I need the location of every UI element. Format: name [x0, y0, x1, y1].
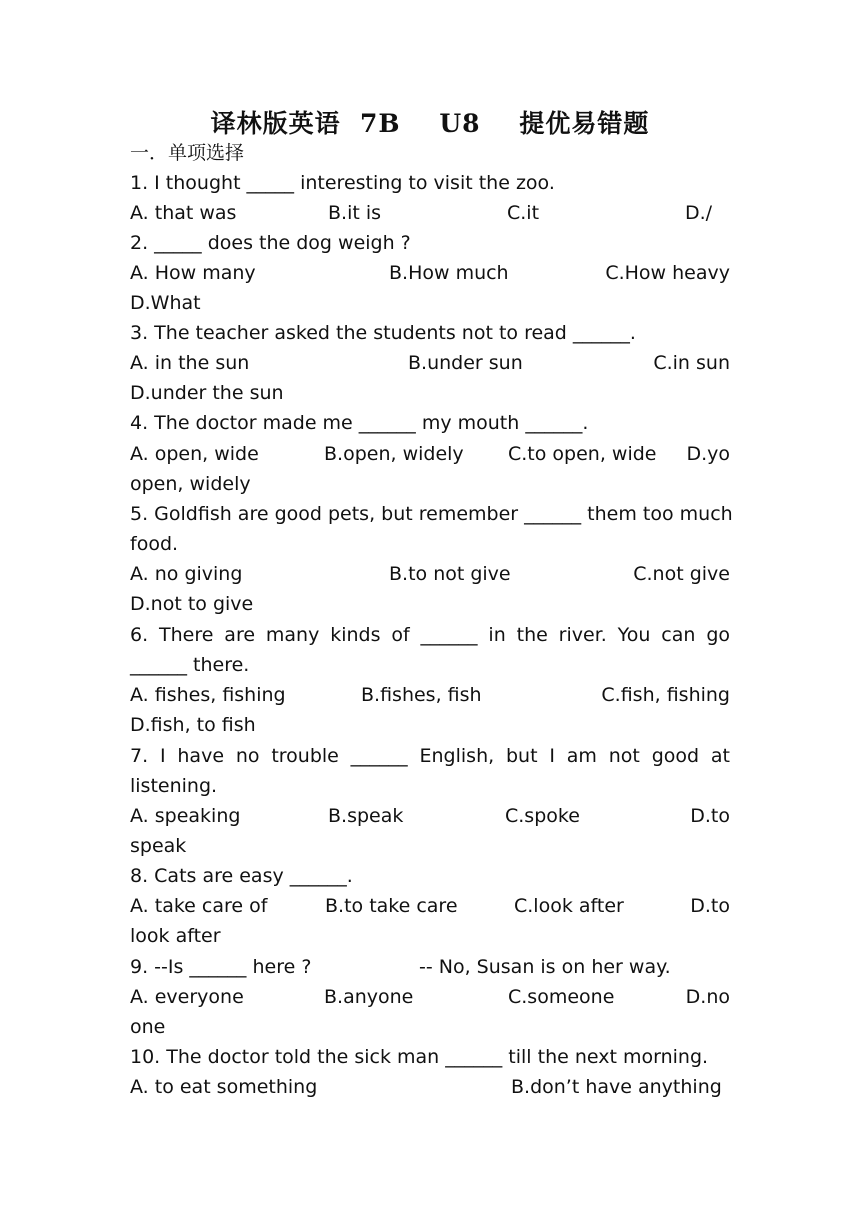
options-row-6 [130, 680, 730, 710]
question-6: 6. There are many kinds of ______ in the river. You can go [130, 624, 730, 646]
option-d-continuation: one [130, 1016, 166, 1038]
option-a: A. everyone [130, 986, 244, 1008]
option-d-continuation: open, widely [130, 473, 251, 495]
option-d: D.fish, to fish [130, 714, 256, 736]
section-heading: 一．单项选择 [130, 142, 245, 164]
option-c: C.spoke [505, 805, 580, 827]
question-7-continuation: listening. [130, 775, 218, 797]
option-a: A. no giving [130, 563, 243, 585]
options-row-4 [130, 439, 730, 469]
option-c: C.not give [633, 563, 730, 585]
option-d: D.not to give [130, 593, 254, 615]
option-b: B.anyone [324, 986, 414, 1008]
option-c: C.look after [514, 895, 624, 917]
option-c: C.it [507, 202, 540, 224]
question-5: 5. Goldfish are good pets, but remember ______ them too much [130, 503, 733, 525]
option-b: B.open, widely [324, 443, 464, 465]
option-a: A. take care of [130, 895, 268, 917]
option-c: C.someone [508, 986, 615, 1008]
question-6-continuation: ______ there. [130, 654, 250, 676]
options-row-9 [130, 982, 730, 1012]
option-d: D./ [685, 202, 713, 224]
option-b: B.don’t have anything [511, 1076, 722, 1098]
option-b: B.How much [389, 262, 509, 284]
option-c: C.How heavy [605, 262, 730, 284]
question-3: 3. The teacher asked the students not to read ______. [130, 322, 636, 344]
options-row-3 [130, 348, 730, 378]
question-9-reply: -- No, Susan is on her way. [419, 956, 671, 978]
question-9 [130, 952, 730, 982]
option-c: C.to open, wide [508, 443, 657, 465]
question-5-continuation: food. [130, 533, 179, 555]
option-d-continuation: look after [130, 925, 221, 947]
option-a: A. How many [130, 262, 256, 284]
option-b: B.to take care [325, 895, 458, 917]
options-row-10 [130, 1072, 730, 1102]
question-10: 10. The doctor told the sick man ______ till the next morning. [130, 1046, 709, 1068]
options-row-2 [130, 258, 730, 288]
option-b: B.to not give [389, 563, 511, 585]
question-4: 4. The doctor made me ______ my mouth ______. [130, 412, 589, 434]
option-b: B.under sun [408, 352, 523, 374]
question-1: 1. I thought _____ interesting to visit the zoo. [130, 172, 555, 194]
option-d: D.under the sun [130, 382, 284, 404]
option-d: D.to [690, 805, 730, 827]
option-a: A. that was [130, 202, 237, 224]
page-title: 译林版英语 7B U8 提优易错题 [210, 109, 650, 138]
option-d: D.to [690, 895, 730, 917]
option-b: B.fishes, fish [361, 684, 482, 706]
option-a: A. speaking [130, 805, 241, 827]
options-row-8 [130, 891, 730, 921]
options-row-1 [130, 198, 730, 228]
options-row-7 [130, 801, 730, 831]
option-d: D.yo [686, 443, 730, 465]
options-row-5 [130, 559, 730, 589]
question-9-prompt: 9. --Is ______ here ? [130, 956, 312, 978]
option-a: A. open, wide [130, 443, 259, 465]
question-7: 7. I have no trouble ______ English, but I am not good at [130, 745, 730, 767]
option-a: A. fishes, fishing [130, 684, 286, 706]
option-c: C.fish, fishing [601, 684, 730, 706]
option-d: D.What [130, 292, 201, 314]
option-a: A. to eat something [130, 1076, 318, 1098]
option-c: C.in sun [653, 352, 730, 374]
question-2: 2. _____ does the dog weigh ? [130, 232, 411, 254]
option-d-continuation: speak [130, 835, 187, 857]
option-d: D.no [685, 986, 730, 1008]
option-b: B.speak [328, 805, 404, 827]
option-b: B.it is [328, 202, 382, 224]
option-a: A. in the sun [130, 352, 250, 374]
question-8: 8. Cats are easy ______. [130, 865, 353, 887]
